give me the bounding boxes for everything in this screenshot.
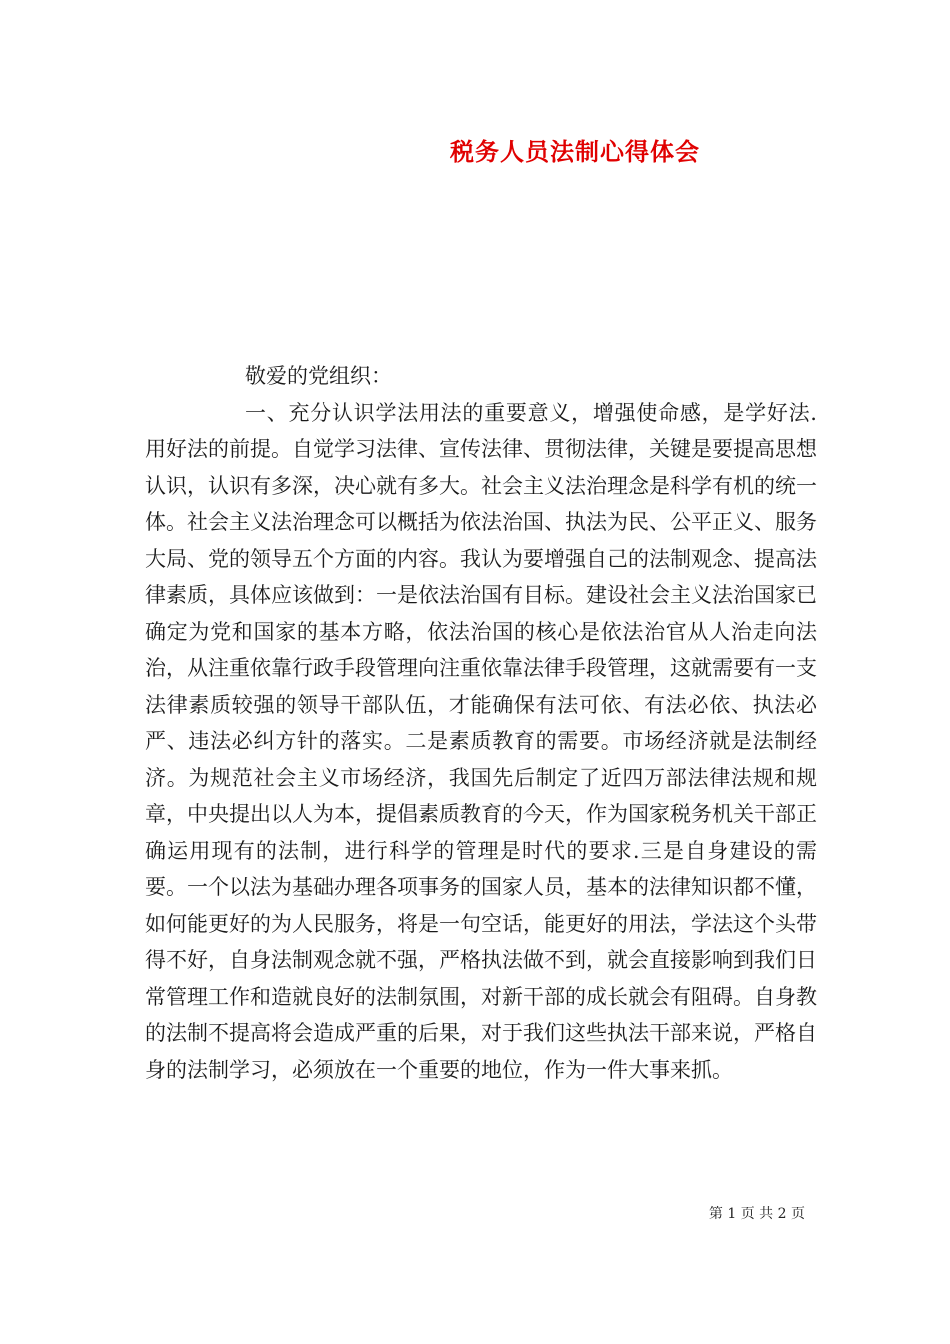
page-number-footer: 第 1 页 共 2 页 — [708, 1206, 805, 1222]
document-title: 税务人员法制心得体会 — [450, 137, 700, 166]
salutation: 敬爱的党组织： — [245, 364, 392, 388]
document-body — [145, 358, 817, 1088]
body-paragraph: 一、充分认识学法用法的重要意义，增强使命感，是学好法.用好法的前提。自觉学习法律、宣传法律、贯彻法律，关键是要提高思想认识，认识有多深，决心就有多大。社会主义法治理念是科学有机的统一体。社会主义法治理念可以概括为依法治国、执法为民、公平正义、服务大局、党的领导五个方面的内容。我认为要增强自己的法制观念、提高法律素质，具体应该做到：一是依法治国有目标。建设社会主义法治国家已确定为党和国家的基本方略，依法治国的核心是依法治官从人治走向法治，从注重依靠行政手段管理向注重依靠法律手段管理，这就需要有一支法律素质较强的领导干部队伍，才能确保有法可依、有法必依、执法必严、违法必纠方针的落实。二是素质教育的需要。市场经济就是法制经济。为规范社会主义市场经济，我国先后制定了近四万部法律法规和规章，中央提出以人为本，提倡素质教育的今天，作为国家税务机关干部正确运用现有的法制，进行科学的管理是时代的要求.三是自身建设的需要。一个以法为基础办理各项事务的国家人员，基本的法律知识都不懂，如何能更好的为人民服务，将是一句空话，能更好的用法，学法这个头带得不好，自身法制观念就不强，严格执法做不到，就会直接影响到我们日常管理工作和造就良好的法制氛围，对新干部的成长就会有阻碍。自身教的法制不提高将会造成严重的后果，对于我们这些执法干部来说，严格自身的法制学习，必须放在一个重要的地位，作为一件大事来抓。 — [145, 400, 817, 1082]
